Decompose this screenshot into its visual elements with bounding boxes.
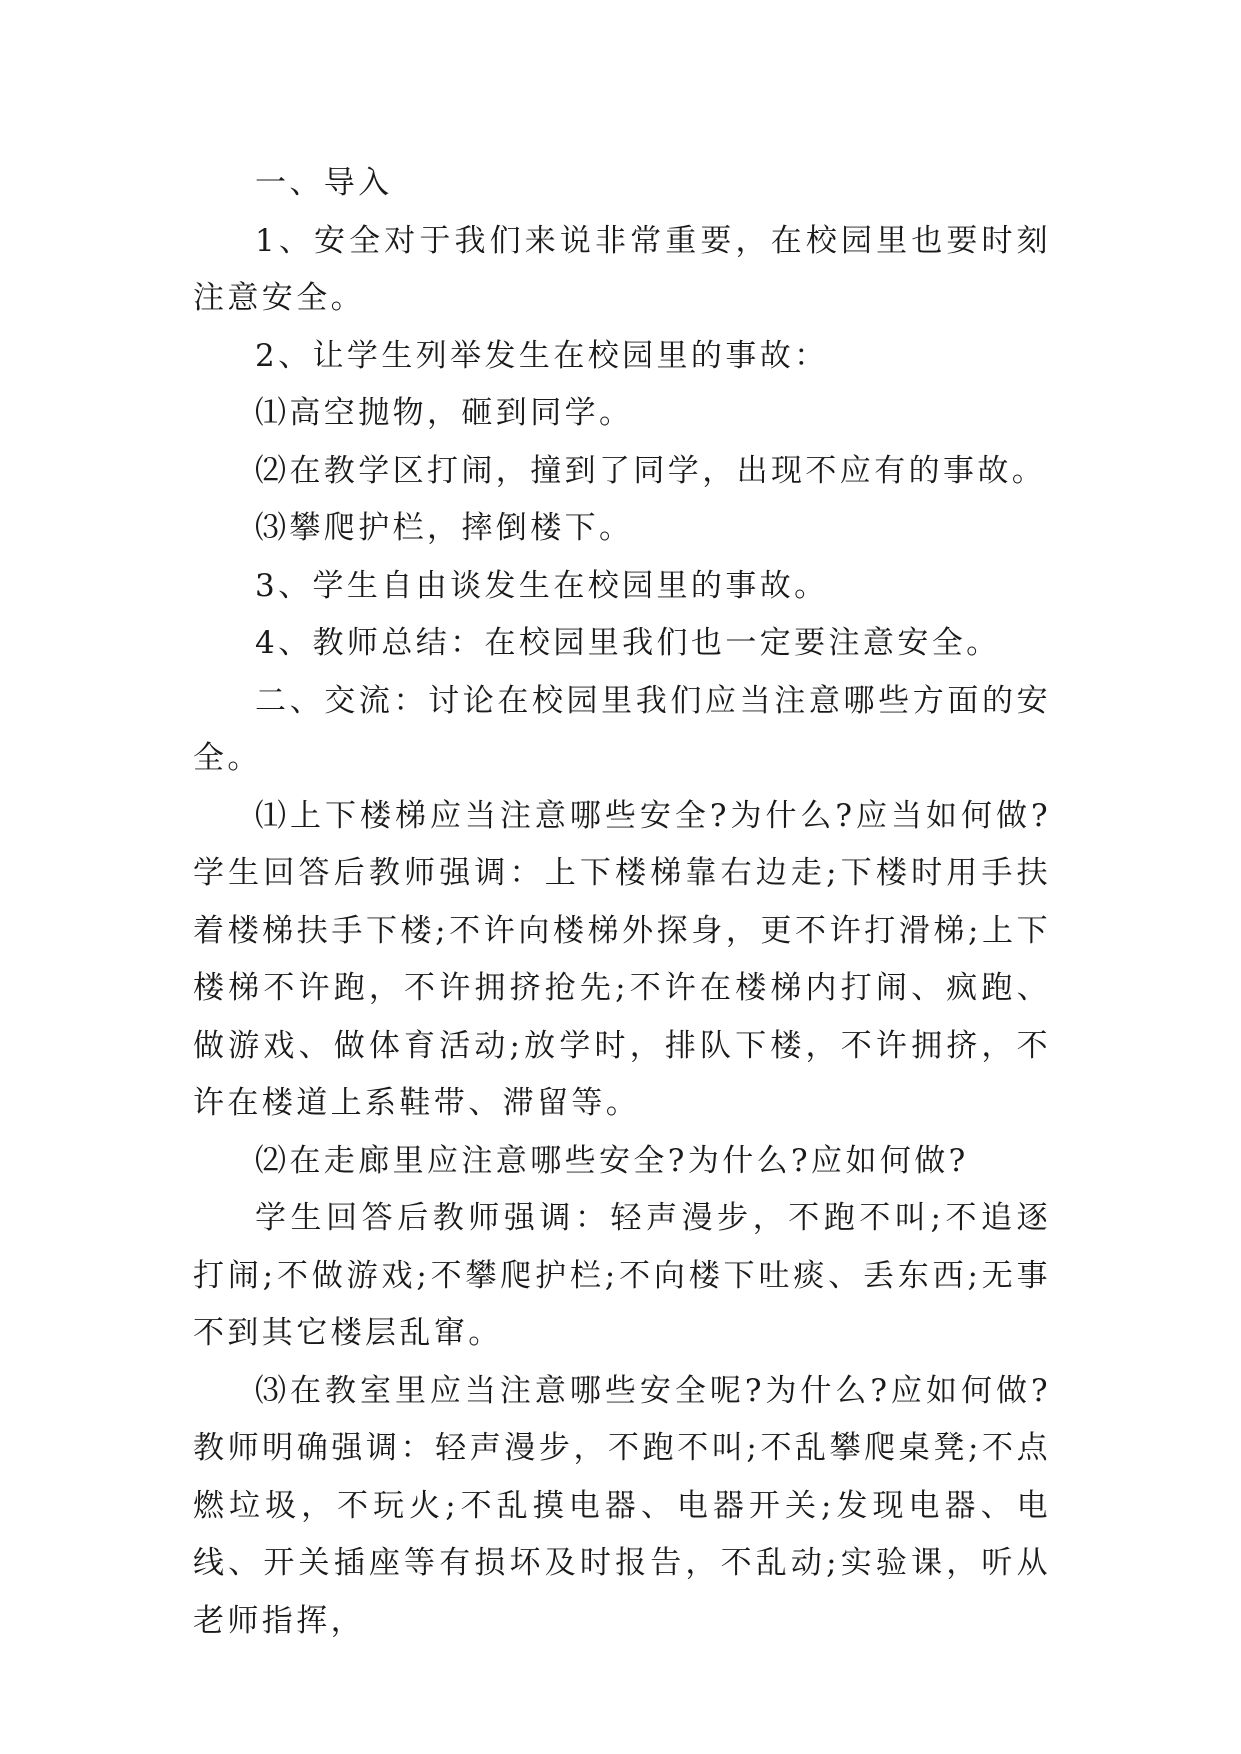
paragraph-heading-discussion: 二、交流：讨论在校园里我们应当注意哪些方面的安全。: [193, 682, 1051, 776]
paragraph-heading-intro: 一、导入: [255, 165, 393, 201]
paragraph-corridor-answer: 学生回答后教师强调：轻声漫步，不跑不叫;不追逐打闹;不做游戏;不攀爬护栏;不向楼下吐痰、丢东西;无事不到其它楼层乱窜。: [193, 1200, 1051, 1351]
paragraph-corridor-question: ⑵在走廊里应注意哪些安全?为什么?应如何做?: [255, 1142, 969, 1179]
paragraph-3: 3、学生自由谈发生在校园里的事故。: [255, 567, 829, 604]
paragraph-classroom-safety: ⑶在教室里应当注意哪些安全呢?为什么?应如何做? 教师明确强调：轻声漫步，不跑不叫;不乱攀爬桌凳;不点燃垃圾，不玩火;不乱摸电器、电器开关;发现电器、电线、开关插座等有损坏及时报告，不乱动;实验课，听从老师指挥，: [193, 1372, 1051, 1639]
paragraph-4: 4、教师总结：在校园里我们也一定要注意安全。: [255, 625, 1001, 661]
paragraph-2-item-3: ⑶攀爬护栏，摔倒楼下。: [255, 510, 634, 546]
paragraph-stairs-safety: ⑴上下楼梯应当注意哪些安全?为什么?应当如何做? 学生回答后教师强调：上下楼梯靠右边走;下楼时用手扶着楼梯扶手下楼;不许向楼梯外探身，更不许打滑梯;上下楼梯不许跑，不许拥挤抢先;不许在楼梯内打闹、疯跑、做游戏、做体育活动;放学时，排队下楼，不许拥挤，不许在楼道上系鞋带、滞留等。: [193, 797, 1051, 1121]
paragraph-2-item-2: ⑵在教学区打闹，撞到了同学，出现不应有的事故。: [255, 452, 1047, 489]
paragraph-2: 2、让学生列举发生在校园里的事故：: [255, 337, 829, 374]
document-body: [193, 155, 1051, 1650]
paragraph-1: 1、安全对于我们来说非常重要，在校园里也要时刻注意安全。: [193, 222, 1051, 316]
paragraph-2-item-1: ⑴高空抛物，砸到同学。: [255, 395, 634, 431]
